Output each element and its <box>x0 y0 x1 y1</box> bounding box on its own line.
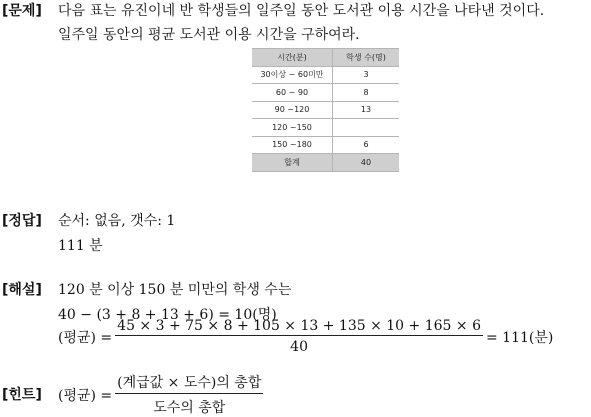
total-value: 40 <box>333 154 400 172</box>
total-label: 합계 <box>252 154 333 172</box>
problem-text-line2: 일주일 동안의 평균 도서관 이용 시간을 구하여라. <box>58 27 360 43</box>
table-row <box>252 136 399 154</box>
explanation-line2: 40 − (3 + 8 + 13 + 6) = 10(명) <box>58 307 277 323</box>
hint-tag: [힌트] <box>2 387 42 403</box>
hint-fraction <box>115 372 263 417</box>
explanation-average-formula <box>58 318 553 355</box>
answer-line2: 111 분 <box>58 238 103 254</box>
cell-range: 90 ~120 <box>252 101 333 119</box>
hint-lhs: (평균) = <box>58 387 113 404</box>
cell-count: 8 <box>333 84 400 102</box>
formula-denominator: 40 <box>290 339 308 355</box>
problem-text-line1: 다음 표는 유진이네 반 학생들의 일주일 동안 도서관 이용 시간을 나타낸 것이다. <box>58 3 545 19</box>
cell-count: 3 <box>333 66 400 84</box>
cell-count: 13 <box>333 101 400 119</box>
cell-range: 30이상 ~ 60미만 <box>252 66 333 84</box>
cell-range: 60 ~ 90 <box>252 84 333 102</box>
hint-formula <box>58 372 266 417</box>
formula-fraction <box>115 318 483 355</box>
table-row <box>252 101 399 119</box>
table-row <box>252 119 399 137</box>
cell-count <box>333 119 400 137</box>
table-row <box>252 66 399 84</box>
header-count: 학생 수(명) <box>333 49 400 67</box>
hint-denominator: 도수의 총합 <box>153 400 226 416</box>
table-total-row <box>252 154 399 172</box>
formula-numerator: 45 × 3 + 75 × 8 + 105 × 13 + 135 × 10 + 165 × 6 <box>117 318 481 334</box>
problem-tag: [문제] <box>2 3 42 19</box>
cell-count: 6 <box>333 136 400 154</box>
hint-numerator: (계급값 × 도수)의 총합 <box>115 372 263 394</box>
cell-range: 120 ~150 <box>252 119 333 137</box>
explanation-line1: 120 분 이상 150 분 미만의 학생 수는 <box>58 282 292 298</box>
cell-range: 150 ~180 <box>252 136 333 154</box>
frequency-table <box>252 48 399 172</box>
answer-line1: 순서: 없음, 갯수: 1 <box>58 213 176 229</box>
answer-tag: [정답] <box>2 213 42 229</box>
table-row <box>252 84 399 102</box>
explanation-tag: [해설] <box>2 282 42 298</box>
table-header-row <box>252 49 399 67</box>
formula-lhs: (평균) = <box>58 329 113 346</box>
formula-rhs: = 111(분) <box>485 329 554 346</box>
header-time: 시간(분) <box>252 49 333 67</box>
